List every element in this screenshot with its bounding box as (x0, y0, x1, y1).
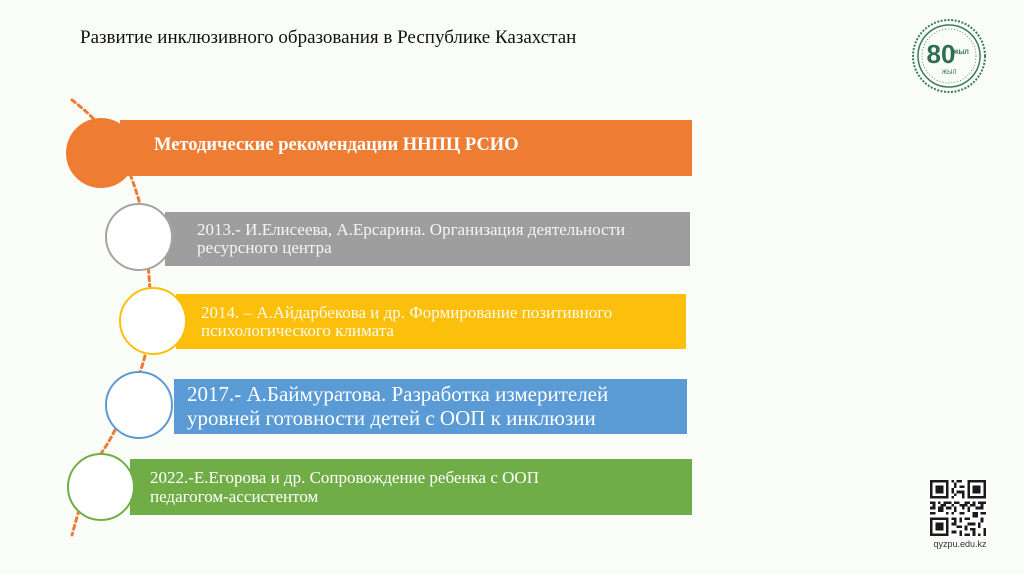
timeline-item-methodical (120, 120, 692, 176)
timeline-item-line1: 2013.- И.Елисеева, А.Ерсарина. Организация деятельности (197, 220, 626, 240)
timeline-item-2013 (165, 212, 690, 266)
timeline-item-2014 (176, 294, 686, 349)
timeline-item-2022 (130, 459, 692, 515)
logo-caption: ЖЫЛ (941, 70, 957, 76)
timeline-marker (119, 287, 187, 355)
logo-number: 80 (926, 39, 956, 69)
qr-code-icon[interactable] (930, 480, 986, 536)
timeline-item-2017 (174, 379, 687, 434)
timeline-item-line2: ресурсного центра (197, 238, 332, 257)
timeline-item-line2: педагогом-ассистентом (150, 487, 319, 506)
timeline-item-line2: психологического климата (201, 320, 394, 340)
timeline-marker (105, 371, 173, 439)
timeline-item-label: Методические рекомендации ННПЦ РСИО (154, 135, 519, 155)
timeline-item-line1: 2014. – А.Айдарбекова и др. Формирование позитивного (201, 302, 613, 322)
timeline-item-line1: 2017.- А.Баймуратова. Разработка измерителей (187, 382, 609, 407)
timeline-marker (66, 118, 136, 188)
timeline-item-line2: уровней готовности детей с ООП к инклюзии (187, 405, 596, 430)
timeline-marker (105, 203, 173, 271)
slide-title: Развитие инклюзивного образования в Республике Казахстан (80, 27, 577, 48)
site-url[interactable]: qyzpu.edu.kz (933, 539, 987, 549)
timeline-marker (67, 453, 135, 521)
logo-superscript: ЖЫЛ (953, 50, 969, 56)
timeline-item-line1: 2022.-Е.Егорова и др. Сопровождение ребенка с ООП (150, 467, 539, 487)
